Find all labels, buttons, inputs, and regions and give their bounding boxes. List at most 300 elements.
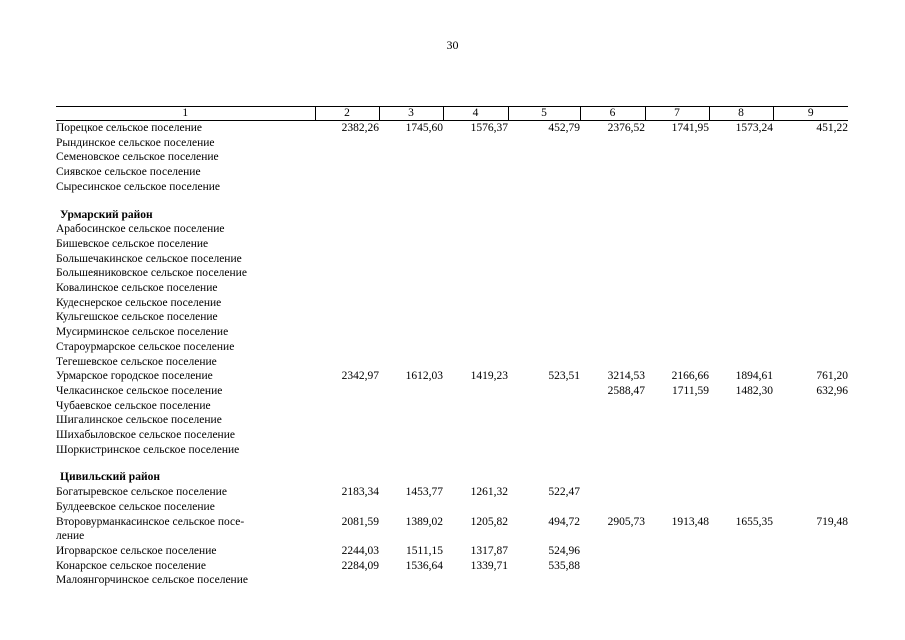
column-header-2: 2 [315, 107, 379, 121]
value-cell-col7 [645, 485, 709, 500]
table-row [56, 485, 848, 500]
district-row [56, 470, 848, 485]
value-cell-col4 [443, 237, 508, 252]
value-cell-col7 [645, 325, 709, 340]
settlement-name: Ковалинское сельское поселение [56, 282, 218, 295]
column-header-3: 3 [379, 107, 443, 121]
value-cell-col7 [645, 573, 709, 588]
settlement-name: Урмарское городское поселение [56, 370, 213, 383]
value-cell-col2 [315, 165, 379, 180]
value-cell-col6: 3214,53 [607, 370, 645, 383]
value-cell-col3 [379, 529, 443, 544]
value-cell-col2 [315, 500, 379, 515]
value-cell-col6 [580, 310, 645, 325]
value-cell-col6: 2905,73 [607, 515, 645, 528]
value-cell-col2 [315, 573, 379, 588]
value-cell-col4: 1261,32 [470, 486, 508, 499]
value-cell-col7 [645, 529, 709, 544]
value-cell-col6 [580, 150, 645, 165]
table-row [56, 559, 848, 574]
column-header-5: 5 [508, 107, 580, 121]
value-cell-col2 [315, 310, 379, 325]
value-cell-col4 [443, 355, 508, 370]
value-cell-col3: 1389,02 [405, 515, 443, 528]
settlement-name: Бишевское сельское поселение [56, 237, 209, 250]
table-body [56, 121, 848, 589]
table-row [56, 325, 848, 340]
value-cell-col3 [379, 281, 443, 296]
value-cell-col4 [443, 266, 508, 281]
value-cell-col4 [443, 399, 508, 414]
table-row [56, 369, 848, 384]
value-cell-col9 [773, 355, 848, 370]
value-cell-col7 [645, 165, 709, 180]
table-row [56, 136, 848, 151]
settlement-name: Арабосинское сельское поселение [56, 223, 225, 236]
table-row [56, 573, 848, 588]
value-cell-col3 [379, 296, 443, 311]
value-cell-col8: 1573,24 [735, 122, 773, 134]
value-cell-col8 [709, 340, 773, 355]
value-cell-col5 [508, 413, 580, 428]
page-number: 30 [446, 38, 459, 52]
value-cell-col3 [379, 325, 443, 340]
column-header-8: 8 [709, 107, 773, 121]
spacer-cell [56, 457, 848, 470]
value-cell-col2: 2342,97 [341, 370, 379, 383]
value-cell-col9 [773, 573, 848, 588]
value-cell-col7: 1741,95 [671, 122, 709, 134]
spacer-row [56, 195, 848, 208]
value-cell-col6 [580, 281, 645, 296]
settlement-name: Порецкое сельское поселение [56, 122, 203, 134]
column-header-7: 7 [645, 107, 709, 121]
value-cell-col5 [508, 222, 580, 237]
value-cell-col7 [645, 500, 709, 515]
value-cell-col3 [379, 180, 443, 195]
value-cell-col5 [508, 399, 580, 414]
value-cell-col8 [709, 413, 773, 428]
table-row [56, 222, 848, 237]
value-cell-col8 [709, 222, 773, 237]
value-cell-col4 [443, 180, 508, 195]
value-cell-col4 [443, 340, 508, 355]
table-row [56, 443, 848, 458]
value-cell-col9 [773, 413, 848, 428]
value-cell-col4 [443, 136, 508, 151]
value-cell-col4 [443, 325, 508, 340]
settlement-name: Игорварское сельское поселение [56, 544, 217, 557]
value-cell-col7 [645, 237, 709, 252]
value-cell-col2 [315, 384, 379, 399]
value-cell-col8 [709, 325, 773, 340]
value-cell-col9 [773, 399, 848, 414]
value-cell-col9 [773, 485, 848, 500]
value-cell-col2 [315, 237, 379, 252]
value-cell-col4: 1339,71 [470, 559, 508, 572]
value-cell-col7 [645, 296, 709, 311]
value-cell-col6 [580, 237, 645, 252]
value-cell-col7 [645, 443, 709, 458]
value-cell-col8: 1894,61 [735, 370, 773, 383]
value-cell-col6 [580, 573, 645, 588]
settlement-name: Тегешевское сельское поселение [56, 355, 217, 368]
value-cell-col3: 1511,15 [406, 544, 443, 557]
value-cell-col9 [773, 281, 848, 296]
column-header-4: 4 [443, 107, 508, 121]
settlement-name: Шигалинское сельское поселение [56, 414, 222, 427]
value-cell-col6 [580, 222, 645, 237]
value-cell-col2 [315, 252, 379, 267]
value-cell-col4 [443, 413, 508, 428]
settlement-name: Семеновское сельское поселение [56, 151, 219, 164]
value-cell-col8 [709, 573, 773, 588]
value-cell-col9: 632,96 [816, 384, 848, 397]
value-cell-col9 [773, 325, 848, 340]
settlement-name: Второвурманкасинское сельское посе- [56, 515, 245, 528]
value-cell-col8 [709, 281, 773, 296]
value-cell-col5 [508, 340, 580, 355]
value-cell-col8 [709, 443, 773, 458]
value-cell-col3 [379, 252, 443, 267]
settlement-name: ление [56, 530, 85, 543]
value-cell-col9 [773, 237, 848, 252]
value-cell-col4 [443, 443, 508, 458]
value-cell-col9 [773, 296, 848, 311]
value-cell-col4: 1317,87 [470, 544, 508, 557]
value-cell-col5: 452,79 [548, 122, 580, 134]
value-cell-col7 [645, 355, 709, 370]
value-cell-col8 [709, 355, 773, 370]
value-cell-col7 [645, 266, 709, 281]
settlement-name: Булдеевское сельское поселение [56, 500, 215, 513]
value-cell-col5 [508, 573, 580, 588]
value-cell-col9 [773, 428, 848, 443]
table-row [56, 281, 848, 296]
column-header-6: 6 [580, 107, 645, 121]
table-row [56, 310, 848, 325]
value-cell-col4 [443, 150, 508, 165]
value-cell-col3 [379, 237, 443, 252]
value-cell-col5 [508, 443, 580, 458]
value-cell-col5 [508, 529, 580, 544]
value-cell-col6 [580, 544, 645, 559]
value-cell-col3 [379, 500, 443, 515]
value-cell-col7 [645, 180, 709, 195]
settlement-name: Большеяниковское сельское поселение [56, 267, 247, 280]
value-cell-col5 [508, 281, 580, 296]
value-cell-col2 [315, 266, 379, 281]
value-cell-col6 [580, 165, 645, 180]
value-cell-col8 [709, 544, 773, 559]
value-cell-col4 [443, 252, 508, 267]
value-cell-col5 [508, 237, 580, 252]
value-cell-col7 [645, 281, 709, 296]
value-cell-col2 [315, 413, 379, 428]
value-cell-col9 [773, 544, 848, 559]
value-cell-col8 [709, 529, 773, 544]
value-cell-col2 [315, 340, 379, 355]
value-cell-col5 [508, 136, 580, 151]
table-row [56, 428, 848, 443]
value-cell-col3 [379, 355, 443, 370]
value-cell-col5: 522,47 [548, 486, 580, 499]
value-cell-col5 [508, 325, 580, 340]
value-cell-col2: 2244,03 [341, 544, 379, 557]
value-cell-col5 [508, 355, 580, 370]
settlement-name: Мусирминское сельское поселение [56, 326, 229, 339]
value-cell-col3: 1745,60 [405, 122, 443, 134]
table-row [56, 340, 848, 355]
value-cell-col6 [580, 355, 645, 370]
value-cell-col4: 1419,23 [470, 370, 508, 383]
value-cell-col8 [709, 165, 773, 180]
settlement-name: Большечакинское сельское поселение [56, 252, 242, 265]
value-cell-col4 [443, 529, 508, 544]
value-cell-col7 [645, 428, 709, 443]
table-row [56, 515, 848, 530]
value-cell-col8 [709, 136, 773, 151]
value-cell-col3 [379, 150, 443, 165]
value-cell-col8 [709, 266, 773, 281]
value-cell-col7 [645, 559, 709, 574]
value-cell-col7 [645, 222, 709, 237]
column-header-1: 1 [56, 107, 315, 121]
value-cell-col4: 1576,37 [470, 122, 508, 134]
value-cell-col5 [508, 252, 580, 267]
value-cell-col6 [580, 136, 645, 151]
value-cell-col3: 1612,03 [405, 370, 443, 383]
value-cell-col7 [645, 544, 709, 559]
value-cell-col9 [773, 165, 848, 180]
value-cell-col8 [709, 252, 773, 267]
value-cell-col3 [379, 222, 443, 237]
value-cell-col3 [379, 573, 443, 588]
table-row [56, 180, 848, 195]
value-cell-col3: 1536,64 [405, 559, 443, 572]
value-cell-col5 [508, 150, 580, 165]
district-name: Цивильский район [60, 471, 160, 484]
data-table [56, 106, 848, 588]
value-cell-col5: 535,88 [548, 559, 580, 572]
table-row [56, 399, 848, 414]
value-cell-col2 [315, 399, 379, 414]
table-row [56, 355, 848, 370]
value-cell-col9 [773, 529, 848, 544]
value-cell-col8: 1482,30 [735, 384, 773, 397]
value-cell-col6 [580, 266, 645, 281]
value-cell-col5 [508, 500, 580, 515]
value-cell-col8 [709, 428, 773, 443]
value-cell-col5 [508, 180, 580, 195]
value-cell-col7 [645, 252, 709, 267]
value-cell-col4 [443, 500, 508, 515]
value-cell-col7 [645, 136, 709, 151]
value-cell-col9 [773, 150, 848, 165]
value-cell-col6: 2376,52 [607, 122, 645, 134]
value-cell-col6 [580, 413, 645, 428]
value-cell-col7 [645, 310, 709, 325]
value-cell-col5 [508, 266, 580, 281]
value-cell-col4 [443, 222, 508, 237]
table-row [56, 384, 848, 399]
value-cell-col2 [315, 150, 379, 165]
settlement-name: Шоркистринское сельское поселение [56, 443, 240, 456]
value-cell-col6 [580, 559, 645, 574]
value-cell-col8 [709, 559, 773, 574]
value-cell-col8 [709, 237, 773, 252]
value-cell-col9: 761,20 [816, 370, 848, 383]
settlement-name: Конарское сельское поселение [56, 559, 206, 572]
value-cell-col2 [315, 281, 379, 296]
value-cell-col9: 719,48 [816, 515, 848, 528]
value-cell-col2: 2081,59 [341, 515, 379, 528]
value-cell-col7: 1711,59 [672, 384, 709, 397]
value-cell-col9 [773, 266, 848, 281]
value-cell-col8: 1655,35 [735, 515, 773, 528]
value-cell-col5 [508, 428, 580, 443]
settlement-name: Малоянгорчинское сельское поселение [56, 574, 248, 587]
table-row [56, 165, 848, 180]
settlement-name: Шихабыловское сельское поселение [56, 429, 235, 442]
value-cell-col9 [773, 252, 848, 267]
settlement-name: Сыресинское сельское поселение [56, 180, 221, 193]
value-cell-col7: 2166,66 [671, 370, 709, 383]
table-header [56, 107, 848, 121]
header-row [56, 107, 848, 121]
table-row [56, 544, 848, 559]
table-row [56, 500, 848, 515]
value-cell-col9 [773, 443, 848, 458]
value-cell-col6 [580, 399, 645, 414]
value-cell-col5 [508, 384, 580, 399]
value-cell-col4 [443, 428, 508, 443]
value-cell-col4 [443, 573, 508, 588]
value-cell-col5: 524,96 [548, 544, 580, 557]
value-cell-col6 [580, 529, 645, 544]
value-cell-col7 [645, 413, 709, 428]
value-cell-col3 [379, 136, 443, 151]
settlement-name: Богатыревское сельское поселение [56, 486, 227, 499]
value-cell-col6 [580, 296, 645, 311]
value-cell-col6 [580, 325, 645, 340]
value-cell-col2 [315, 222, 379, 237]
value-cell-col4 [443, 296, 508, 311]
value-cell-col5 [508, 296, 580, 311]
value-cell-col2 [315, 355, 379, 370]
value-cell-col7: 1913,48 [671, 515, 709, 528]
value-cell-col6 [580, 485, 645, 500]
value-cell-col2: 2284,09 [341, 559, 379, 572]
value-cell-col5: 494,72 [548, 515, 580, 528]
table-row [56, 413, 848, 428]
value-cell-col9: 451,22 [816, 122, 848, 134]
value-cell-col4: 1205,82 [470, 515, 508, 528]
table-row [56, 121, 848, 136]
value-cell-col2 [315, 296, 379, 311]
value-cell-col2 [315, 443, 379, 458]
value-cell-col9 [773, 310, 848, 325]
value-cell-col9 [773, 340, 848, 355]
value-cell-col6 [580, 443, 645, 458]
value-cell-col2 [315, 428, 379, 443]
value-cell-col8 [709, 500, 773, 515]
value-cell-col3 [379, 310, 443, 325]
table-row [56, 296, 848, 311]
value-cell-col5: 523,51 [548, 370, 580, 383]
value-cell-col6 [580, 500, 645, 515]
value-cell-col2 [315, 325, 379, 340]
value-cell-col2: 2382,26 [341, 122, 379, 134]
value-cell-col8 [709, 485, 773, 500]
district-name: Урмарский район [60, 208, 153, 221]
value-cell-col6 [580, 252, 645, 267]
settlement-name: Сиявское сельское поселение [56, 166, 201, 179]
district-row [56, 208, 848, 223]
settlement-name: Староурмарское сельское поселение [56, 340, 235, 353]
value-cell-col9 [773, 559, 848, 574]
value-cell-col7 [645, 399, 709, 414]
value-cell-col6 [580, 428, 645, 443]
value-cell-col2 [315, 529, 379, 544]
table-row [56, 252, 848, 267]
value-cell-col2 [315, 180, 379, 195]
value-cell-col5 [508, 165, 580, 180]
settlement-name: Чубаевское сельское поселение [56, 399, 211, 412]
value-cell-col4 [443, 281, 508, 296]
value-cell-col3 [379, 384, 443, 399]
column-header-9: 9 [773, 107, 848, 121]
value-cell-col8 [709, 150, 773, 165]
value-cell-col3 [379, 428, 443, 443]
value-cell-col3 [379, 399, 443, 414]
table-row [56, 529, 848, 544]
settlement-name: Кульгешское сельское поселение [56, 311, 218, 324]
settlement-name: Рындинское сельское поселение [56, 136, 215, 149]
value-cell-col6 [580, 180, 645, 195]
value-cell-col5 [508, 310, 580, 325]
value-cell-col6: 2588,47 [607, 384, 645, 397]
value-cell-col7 [645, 340, 709, 355]
table-row [56, 237, 848, 252]
value-cell-col4 [443, 310, 508, 325]
value-cell-col4 [443, 165, 508, 180]
value-cell-col8 [709, 296, 773, 311]
spacer-cell [56, 195, 848, 208]
value-cell-col2 [315, 136, 379, 151]
value-cell-col3 [379, 443, 443, 458]
value-cell-col9 [773, 180, 848, 195]
value-cell-col8 [709, 399, 773, 414]
spacer-row [56, 457, 848, 470]
settlement-name: Челкасинское сельское поселение [56, 384, 223, 397]
value-cell-col4 [443, 384, 508, 399]
value-cell-col3 [379, 340, 443, 355]
value-cell-col9 [773, 136, 848, 151]
settlement-name: Кудеснерское сельское поселение [56, 296, 222, 309]
table-row [56, 266, 848, 281]
value-cell-col2: 2183,34 [341, 486, 379, 499]
value-cell-col8 [709, 310, 773, 325]
value-cell-col3 [379, 413, 443, 428]
value-cell-col6 [580, 340, 645, 355]
value-cell-col3: 1453,77 [405, 486, 443, 499]
value-cell-col9 [773, 222, 848, 237]
value-cell-col9 [773, 500, 848, 515]
value-cell-col7 [645, 150, 709, 165]
value-cell-col3 [379, 266, 443, 281]
table-row [56, 150, 848, 165]
